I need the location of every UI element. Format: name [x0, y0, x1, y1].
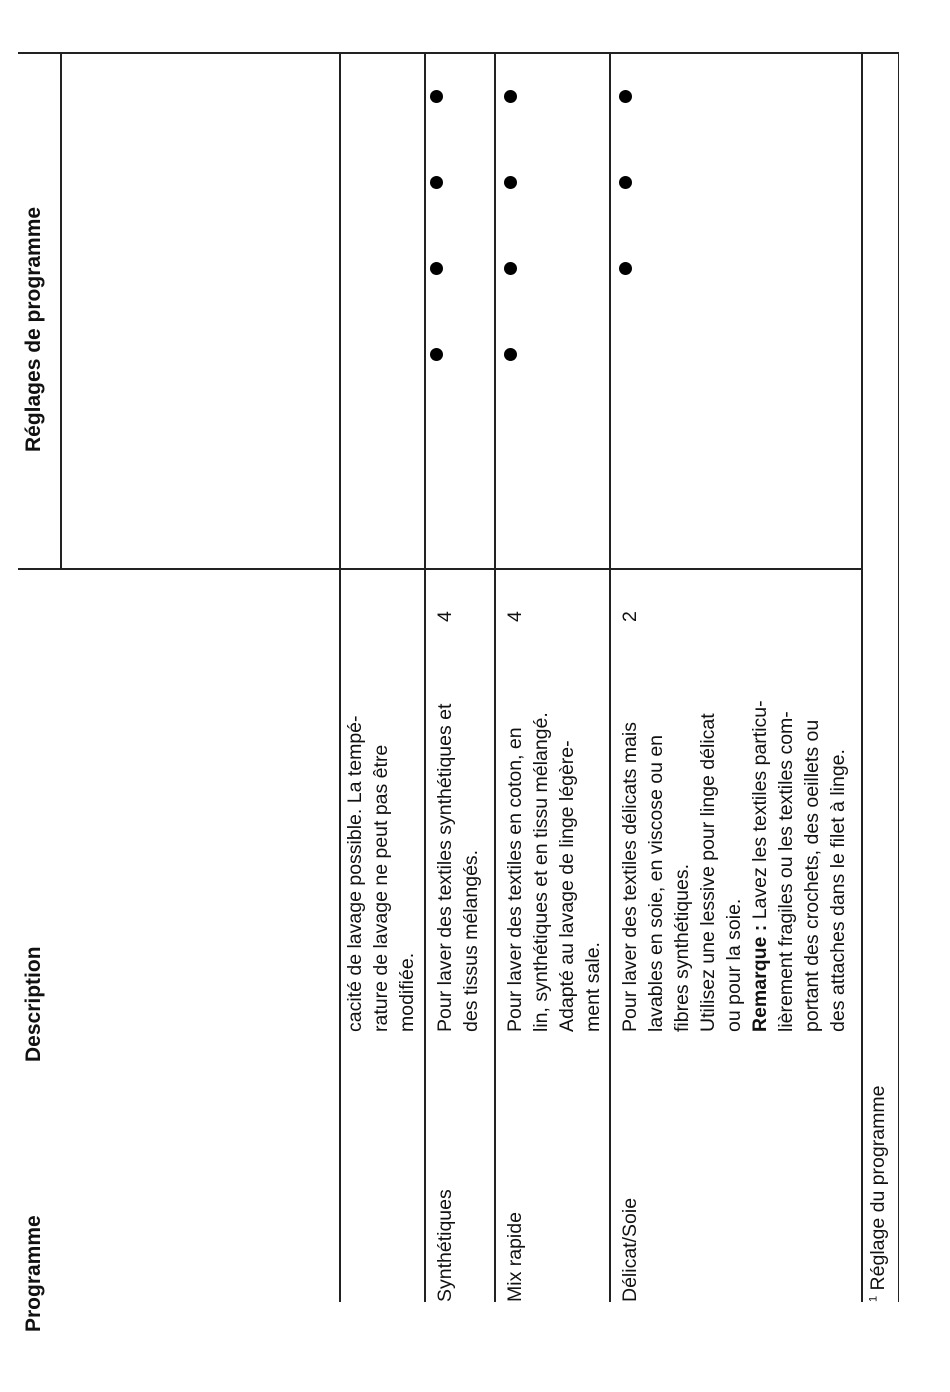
continued-description: cacité de lavage possible. La tempé- rature de lavage ne peut pas être modifiée. [344, 715, 418, 1032]
remark-label: Remarque : [749, 924, 771, 1032]
setting-dot [430, 262, 443, 275]
description-delicat-soie: Pour laver des textiles délicats mais lavables en soie, en viscose ou en fibres synthétiques. Utilisez une lessive pour linge délicat ou pour la soie. Remarque : Lavez les textiles particu- lièrement fragiles ou les textiles com- portant des crochets, des oeillets ou des attaches dans le filet à linge. [619, 700, 849, 1032]
row-separator [339, 54, 341, 1302]
programme-name-delicat-soie: Délicat/Soie [619, 1197, 641, 1302]
setting-dot [619, 176, 632, 189]
row-separator [609, 54, 611, 1302]
setting-dot [504, 348, 517, 361]
header-underline [60, 54, 62, 570]
setting-dot [619, 90, 632, 103]
footnote-text: Réglage du programme [867, 1085, 889, 1291]
capacity-synthetiques: 4 [434, 611, 456, 622]
header-reglages: Réglages de programme [22, 206, 45, 452]
capacity-delicat-soie: 2 [619, 611, 641, 622]
top-rule [18, 52, 898, 54]
setting-dot [504, 90, 517, 103]
capacity-mix-rapide: 4 [504, 611, 526, 622]
column-divider [18, 568, 863, 570]
footnote-rule [898, 52, 899, 1302]
setting-dot [430, 348, 443, 361]
setting-dot [430, 176, 443, 189]
row-separator [424, 54, 426, 1302]
remark-line: Remarque : Lavez les textiles particu- [749, 700, 771, 1032]
table-bottom-rule [861, 54, 863, 1302]
setting-dot [619, 262, 632, 275]
programme-name-synthetiques: Synthétiques [434, 1189, 456, 1302]
header-description: Description [22, 946, 45, 1062]
row-separator [494, 54, 496, 1302]
header-programme: Programme [22, 1215, 45, 1332]
setting-dot [504, 176, 517, 189]
footnote-marker: 1 [867, 1295, 880, 1302]
footnote [867, 1086, 890, 1302]
setting-dot [504, 262, 517, 275]
setting-dot [430, 90, 443, 103]
programme-name-mix-rapide: Mix rapide [504, 1212, 526, 1302]
description-synthetiques: Pour laver des textiles synthétiques et des tissus mélangés. [434, 703, 482, 1032]
description-mix-rapide: Pour laver des textiles en coton, en lin, synthétiques et en tissu mélangé. Adapté au lavage de linge légère- ment sale. [504, 712, 604, 1032]
